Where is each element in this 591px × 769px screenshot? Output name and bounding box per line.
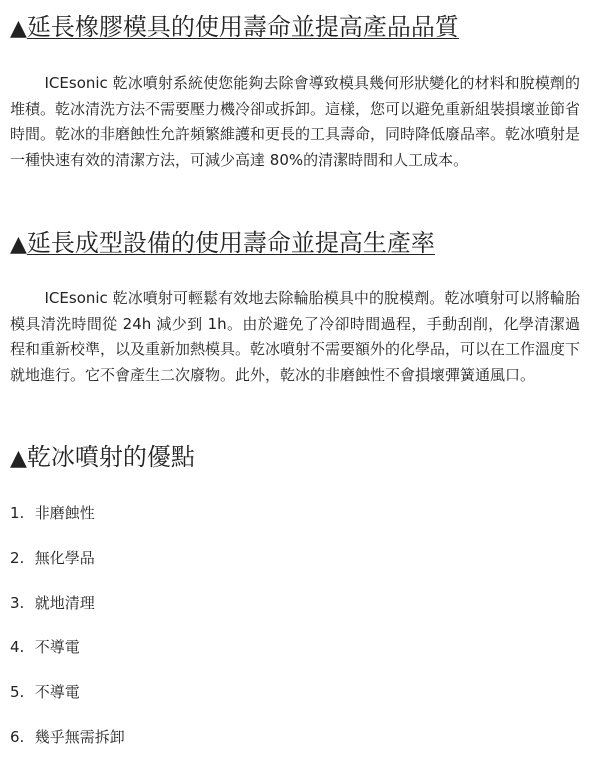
triangle-icon: ▲ [10, 16, 27, 41]
section-paragraph-mold-life: ICEsonic 乾冰噴射系統使您能夠去除會導致模具幾何形狀變化的材料和脫模劑的堆積。乾冰清洗方法不需要壓力機冷卻或拆卸。這樣，您可以避免重新組裝損壞並節省時間。乾冰的非磨蝕性允許頻繁維護和更長的工具壽命，同時降低廢品率。乾冰噴射是一種快速有效的清潔方法，可減少高達 80%的清潔時間和人工成本。 [10, 74, 581, 169]
advantages-list [10, 500, 125, 769]
list-item-number: 6. [10, 727, 25, 746]
list-item-number: 4. [10, 638, 25, 657]
section-heading-advantages [10, 440, 195, 476]
list-item [10, 500, 125, 545]
list-item [10, 545, 125, 590]
list-item-text: 不導電 [34, 683, 80, 702]
section-heading-text: 延長橡膠模具的使用壽命並提高產品品質 [26, 13, 459, 41]
list-item-number: 3. [10, 593, 25, 612]
list-item [10, 634, 125, 679]
section-heading-equipment-life [10, 226, 435, 262]
section-heading-text: 乾冰噴射的優點 [26, 443, 195, 471]
list-item-number: 1. [10, 504, 25, 522]
list-item [10, 724, 125, 769]
list-item [10, 590, 125, 635]
list-item-text: 幾乎無需拆卸 [34, 727, 125, 746]
list-item-text: 非磨蝕性 [34, 504, 95, 522]
list-item-text: 不導電 [34, 638, 80, 657]
list-item-number: 2. [10, 548, 25, 567]
list-item [10, 679, 125, 724]
triangle-icon: ▲ [10, 232, 27, 257]
list-item-number: 5. [10, 683, 25, 702]
section-heading-mold-life [10, 10, 459, 46]
list-item-text: 無化學品 [34, 548, 95, 567]
section-heading-text: 延長成型設備的使用壽命並提高生產率 [26, 229, 435, 257]
list-item-text: 就地清理 [34, 593, 95, 612]
section-paragraph-equipment-life: ICEsonic 乾冰噴射可輕鬆有效地去除輪胎模具中的脫模劑。乾冰噴射可以將輪胎模具清洗時間從 24h 減少到 1h。由於避免了冷卻時間過程，手動刮削，化學清潔過程和重新校準，以及重新加熱模具。乾冰噴射不需要額外的化學品，可以在工作溫度下就地進行。它不會產生二次廢物。此外，乾冰的非磨蝕性不會損壞彈簧通風口。 [10, 289, 581, 384]
triangle-icon: ▲ [10, 446, 27, 471]
